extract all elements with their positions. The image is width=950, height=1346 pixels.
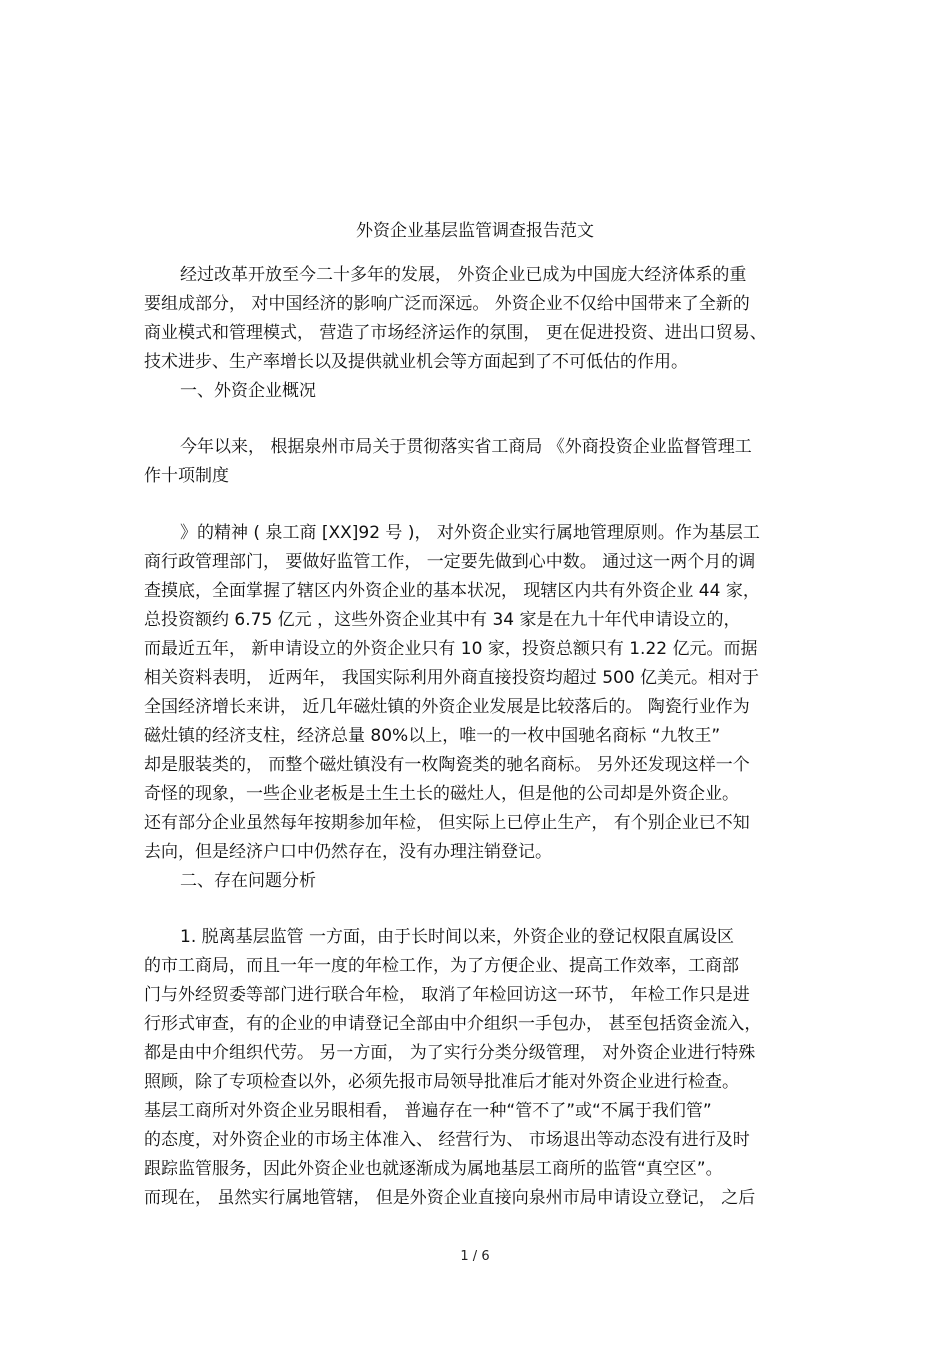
intro-line: 商业模式和管理模式， 营造了市场经济运作的氛围， 更在促进投资、进出口贸易、 xyxy=(144,323,767,343)
paragraph-line: 门与外经贸委等部门进行联合年检， 取消了年检回访这一环节， 年检工作只是进 xyxy=(144,985,750,1005)
paragraph-line: 查摸底，全面掌握了辖区内外资企业的基本状况， 现辖区内共有外资企业 44 家， xyxy=(144,581,760,601)
paragraph-a xyxy=(144,433,808,491)
paragraph-line: 磁灶镇的经济支柱，经济总量 80%以上，唯一的一枚中国驰名商标 “九牧王” xyxy=(144,726,721,746)
paragraph-line: 》的精神 ( 泉工商 [XX]92 号 )， 对外资企业实行属地管理原则。作为基层工 xyxy=(180,523,760,543)
intro-paragraph xyxy=(144,261,808,406)
paragraph-b xyxy=(144,519,808,896)
intro-line: 要组成部分， 对中国经济的影响广泛而深远。 外资企业不仅给中国带来了全新的 xyxy=(144,294,750,314)
paragraph-c xyxy=(144,923,808,1213)
paragraph-line: 总投资额约 6.75 亿元 ，这些外资企业其中有 34 家是在九十年代申请设立的， xyxy=(144,610,741,630)
paragraph-line: 今年以来， 根据泉州市局关于贯彻落实省工商局 《外商投资企业监督管理工 xyxy=(180,437,752,457)
paragraph-line: 基层工商所对外资企业另眼相看， 普遍存在一种“管不了”或“不属于我们管” xyxy=(144,1101,712,1121)
paragraph-line: 的市工商局，而且一年一度的年检工作，为了方便企业、提高工作效率，工商部 xyxy=(144,956,739,976)
paragraph-line: 1. 脱离基层监管 一方面，由于长时间以来，外资企业的登记权限直属设区 xyxy=(180,927,735,947)
paragraph-line: 照顾，除了专项检查以外，必须先报市局领导批准后才能对外资企业进行检查。 xyxy=(144,1072,739,1092)
paragraph-line: 跟踪监管服务，因此外资企业也就逐渐成为属地基层工商所的监管“真空区”。 xyxy=(144,1159,723,1179)
paragraph-line: 的态度，对外资企业的市场主体准入、 经营行为、 市场退出等动态没有进行及时 xyxy=(144,1130,750,1150)
intro-line: 技术进步、生产率增长以及提供就业机会等方面起到了不可低估的作用。 xyxy=(144,352,688,372)
paragraph-line: 作十项制度 xyxy=(144,466,229,486)
paragraph-line: 去向，但是经济户口中仍然存在，没有办理注销登记。 xyxy=(144,842,552,862)
paragraph-line: 全国经济增长来讲， 近几年磁灶镇的外资企业发展是比较落后的。 陶瓷行业作为 xyxy=(144,697,750,717)
paragraph-line: 却是服装类的， 而整个磁灶镇没有一枚陶瓷类的驰名商标。 另外还发现这样一个 xyxy=(144,755,750,775)
paragraph-line: 行形式审查，有的企业的申请登记全部由中介组织一手包办， 甚至包括资金流入， xyxy=(144,1014,762,1034)
section1-heading: 一、外资企业概况 xyxy=(180,381,316,401)
paragraph-line: 还有部分企业虽然每年按期参加年检， 但实际上已停止生产， 有个别企业已不知 xyxy=(144,813,750,833)
paragraph-line: 而现在， 虽然实行属地管辖， 但是外资企业直接向泉州市局申请设立登记， 之后 xyxy=(144,1188,756,1208)
paragraph-line: 而最近五年， 新申请设立的外资企业只有 10 家，投资总额只有 1.22 亿元。而据 xyxy=(144,639,758,659)
paragraph-line: 商行政管理部门， 要做好监管工作， 一定要先做到心中数。 通过这一两个月的调 xyxy=(144,552,756,572)
paragraph-line: 都是由中介组织代劳。 另一方面， 为了实行分类分级管理， 对外资企业进行特殊 xyxy=(144,1043,756,1063)
paragraph-line: 奇怪的现象，一些企业老板是土生土长的磁灶人，但是他的公司却是外资企业。 xyxy=(144,784,739,804)
intro-line: 经过改革开放至今二十多年的发展， 外资企业已成为中国庞大经济体系的重 xyxy=(180,265,747,285)
section2-heading: 二、存在问题分析 xyxy=(180,871,316,891)
paragraph-line: 相关资料表明， 近两年， 我国实际利用外商直接投资均超过 500 亿美元。相对于 xyxy=(144,668,760,688)
page-number: 1 / 6 xyxy=(460,1249,490,1264)
document-title: 外资企业基层监管调查报告范文 xyxy=(356,221,594,241)
